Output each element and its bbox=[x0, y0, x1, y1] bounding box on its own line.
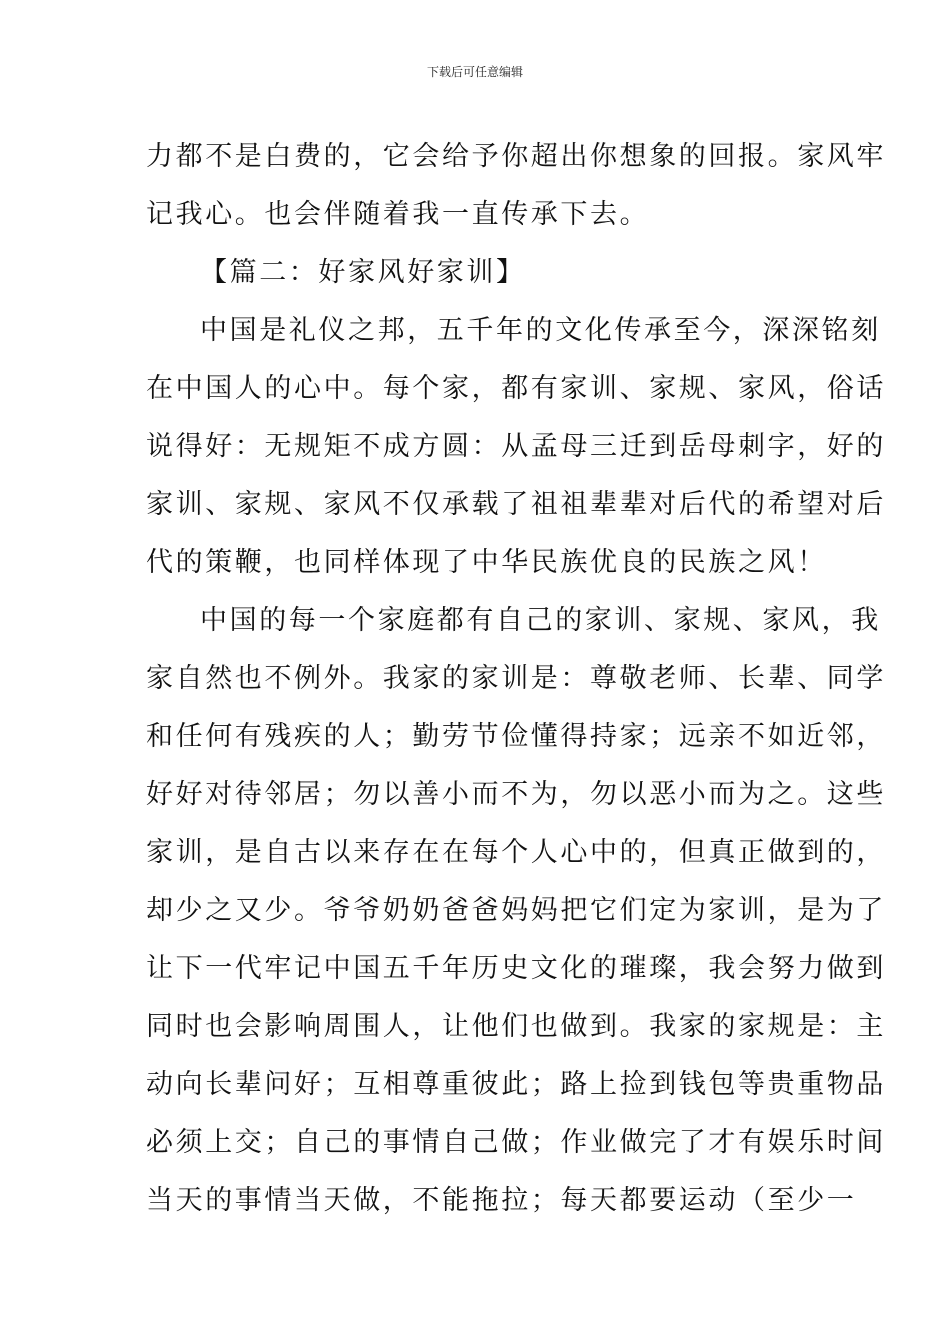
text-line: 代的策鞭，也同样体现了中华民族优良的民族之风！ bbox=[146, 547, 827, 578]
text-line: 家训、家规、家风不仅承载了祖祖辈辈对后代的希望对后 bbox=[146, 489, 886, 520]
text-line: 家自然也不例外。我家的家训是：尊敬老师、长辈、同学 bbox=[146, 663, 886, 694]
section-heading: 【篇二：好家风好家训】 bbox=[200, 257, 526, 288]
text-line: 当天的事情当天做，不能拖拉；每天都要运动（至少一 bbox=[146, 1185, 857, 1216]
text-line: 却少之又少。爷爷奶奶爸爸妈妈把它们定为家训，是为了 bbox=[146, 895, 886, 926]
text-line: 同时也会影响周围人，让他们也做到。我家的家规是：主 bbox=[146, 1011, 886, 1042]
text-line: 让下一代牢记中国五千年历史文化的璀璨，我会努力做到 bbox=[146, 953, 886, 984]
text-line: 中国的每一个家庭都有自己的家训、家规、家风，我 bbox=[200, 605, 881, 636]
text-line: 好好对待邻居；勿以善小而不为，勿以恶小而为之。这些 bbox=[146, 779, 886, 810]
text-line: 力都不是白费的，它会给予你超出你想象的回报。家风牢 bbox=[146, 141, 886, 172]
text-line: 在中国人的心中。每个家，都有家训、家规、家风，俗话 bbox=[146, 373, 886, 404]
text-line: 记我心。也会伴随着我一直传承下去。 bbox=[146, 199, 650, 230]
body-text bbox=[146, 128, 886, 1230]
text-line: 动向长辈问好；互相尊重彼此；路上捡到钱包等贵重物品 bbox=[146, 1069, 886, 1100]
text-line: 和任何有残疾的人；勤劳节俭懂得持家；远亲不如近邻， bbox=[146, 721, 886, 752]
text-line: 说得好：无规矩不成方圆：从孟母三迁到岳母刺字，好的 bbox=[146, 431, 886, 462]
text-line: 必须上交；自己的事情自己做；作业做完了才有娱乐时间 bbox=[146, 1127, 886, 1158]
text-line: 中国是礼仪之邦，五千年的文化传承至今，深深铭刻 bbox=[200, 315, 881, 346]
page-header: 下载后可任意编辑 bbox=[426, 65, 523, 79]
text-line: 家训，是自古以来存在在每个人心中的，但真正做到的， bbox=[146, 837, 886, 868]
